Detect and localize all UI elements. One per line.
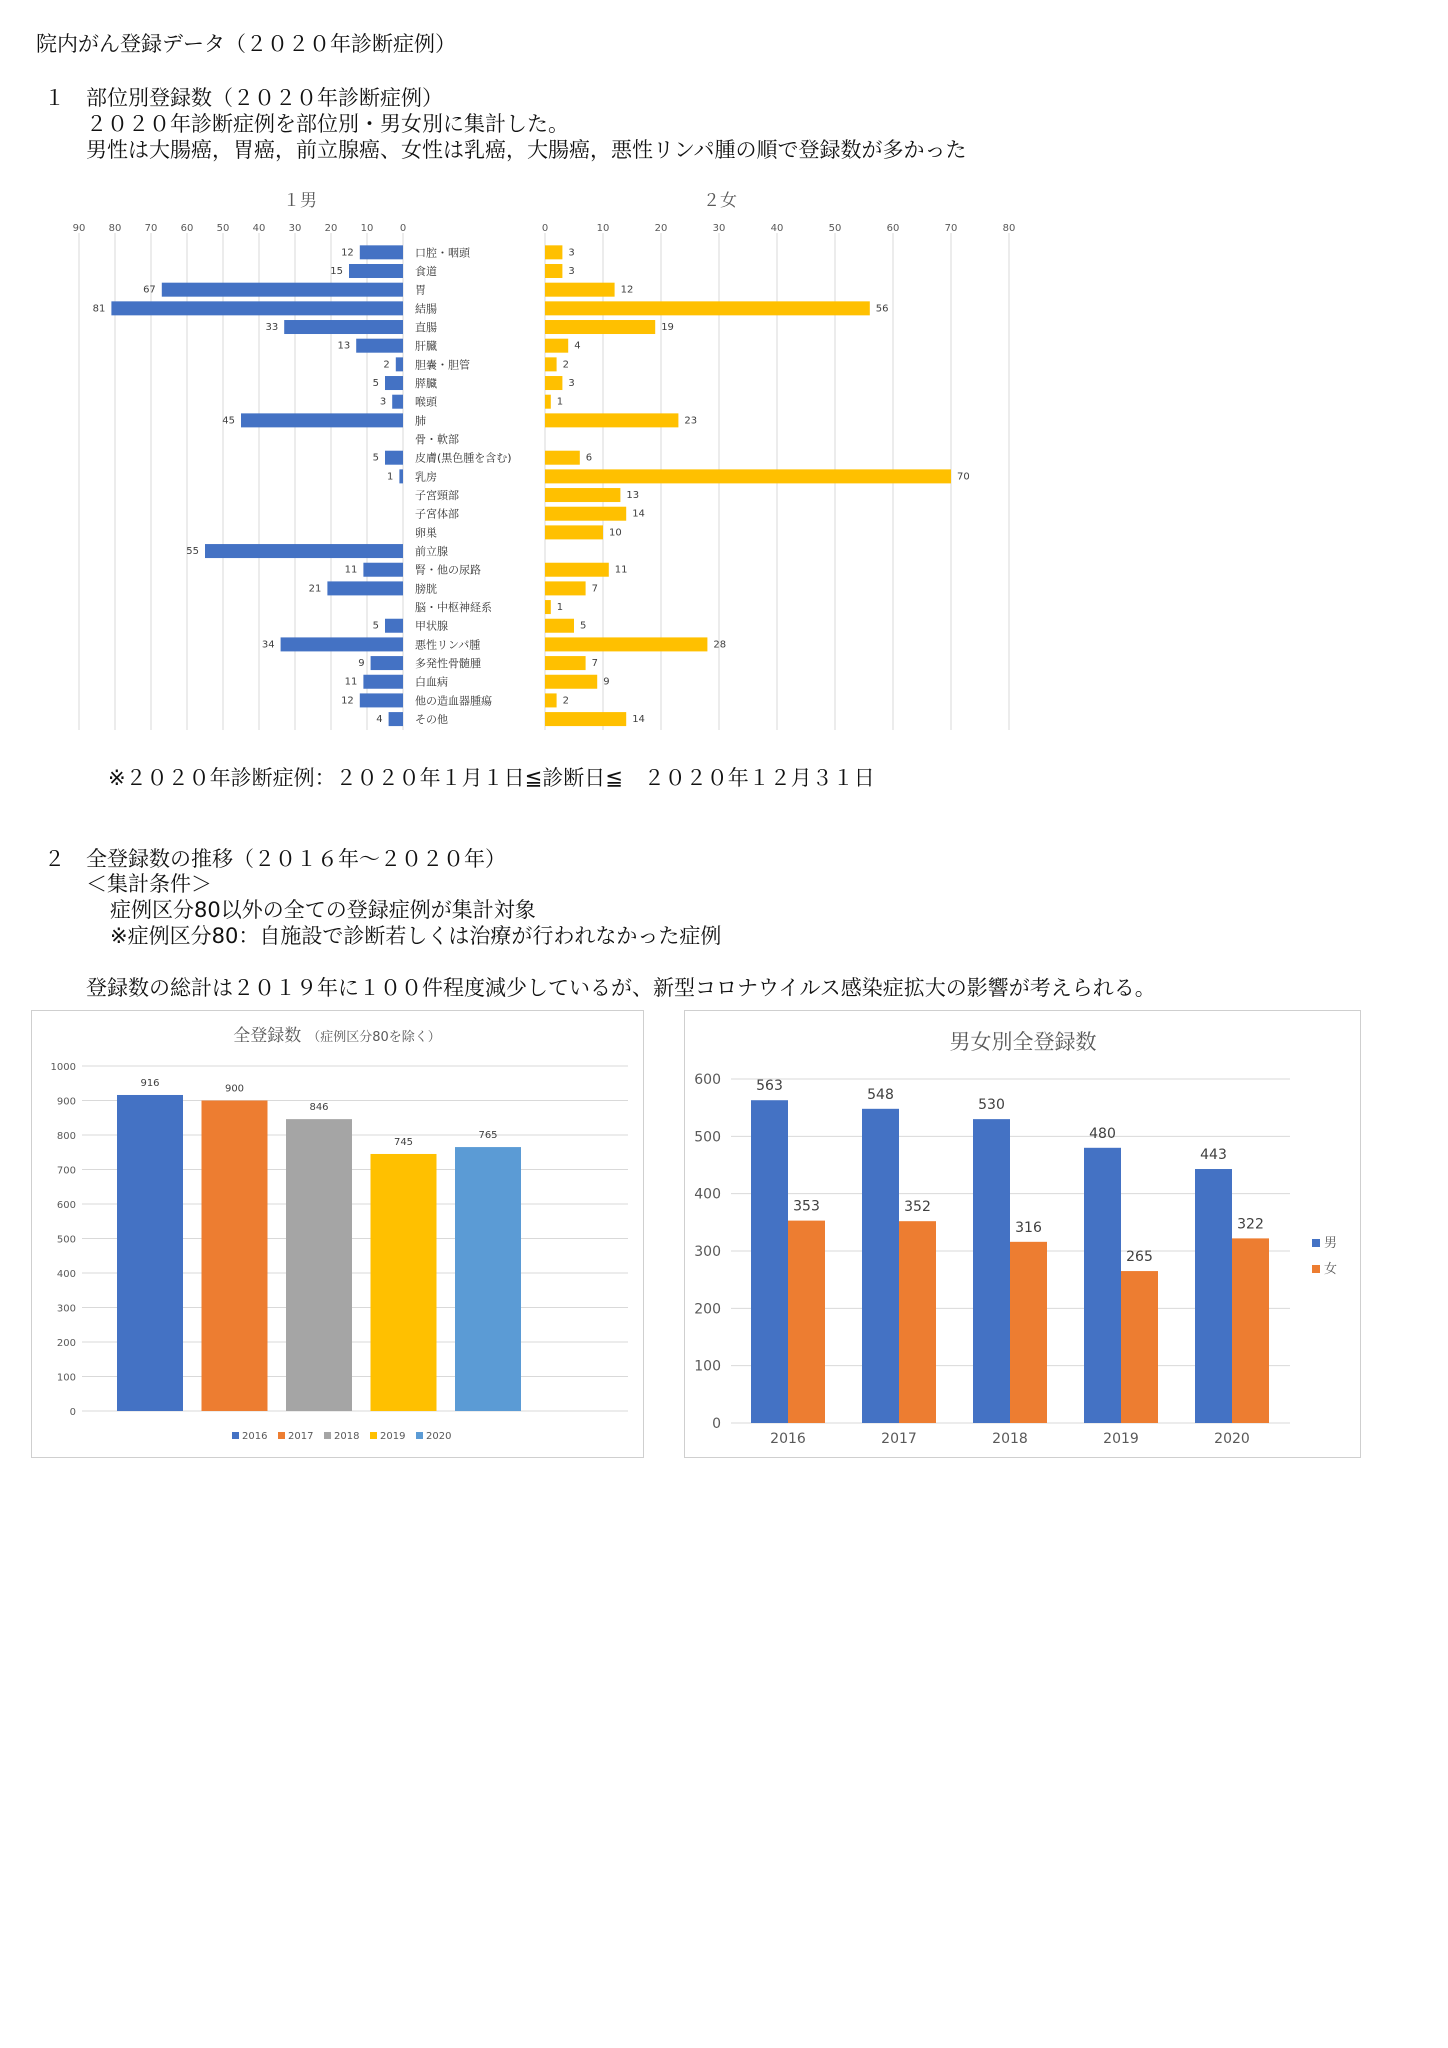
male-bar [371,656,403,670]
site-category-label: 膵臓 [415,377,437,391]
female-data-label: 1 [556,396,564,408]
conditions-title: ＜集計条件＞ [86,872,212,896]
female-data-label: 14 [632,508,645,520]
site-category-label: 口腔・咽頭 [415,246,470,260]
total-axis-tick: 600 [56,1200,76,1211]
male-data-label: 5 [372,452,379,464]
gender-category-label: 2017 [881,1431,917,1447]
male-bar [205,544,403,558]
male-bar [363,675,403,689]
male-bar [363,563,403,577]
document-title: 院内がん登録データ（２０２０年診断症例） [36,32,456,56]
female-data-label: 2 [562,695,569,707]
male-data-label: 9 [358,658,365,670]
male-data-label: 45 [222,415,235,427]
site-category-label: 腎・他の尿路 [415,563,481,577]
female-bar [545,413,678,427]
site-category-label: 肝臓 [415,339,437,353]
male-bar [281,637,403,651]
female-axis-tick: 40 [770,223,784,234]
total-chart-title-main: 全登録数 [233,1026,302,1046]
male-data-label: 11 [344,676,358,688]
site-category-label: 胆嚢・胆管 [415,358,470,372]
total-axis-tick: 200 [56,1338,76,1349]
total-registrations-chart [31,1010,644,1458]
female-data-label: 12 [620,284,634,296]
gender-registrations-chart [684,1010,1361,1458]
total-axis-tick: 800 [56,1131,76,1142]
site-registration-chart [0,175,1448,740]
site-category-label: 食道 [415,265,437,279]
male-bar [284,320,403,334]
female-bar [545,469,951,483]
total-data-label: 916 [140,1077,160,1089]
site-category-label: 子宮体部 [415,507,459,521]
gender-data-label: 563 [756,1078,783,1095]
total-legend-label: 2017 [288,1431,314,1442]
female-data-label: 2 [562,359,569,371]
total-legend-label: 2018 [334,1431,360,1442]
gender-category-label: 2018 [992,1431,1028,1447]
site-category-label: 甲状腺 [415,619,448,633]
female-total-bar [1010,1242,1047,1423]
male-data-label: 55 [186,546,199,558]
total-bar [371,1154,437,1411]
total-bar [286,1119,352,1411]
male-total-bar [862,1109,899,1423]
gender-axis-tick: 100 [694,1358,721,1375]
female-data-label: 56 [875,303,889,315]
total-bar [202,1101,268,1412]
site-category-label: 肺 [415,414,426,428]
female-bar [545,581,586,595]
female-axis-tick: 80 [1002,223,1016,234]
site-category-label: その他 [415,713,448,727]
gender-data-label: 443 [1200,1147,1227,1164]
site-category-label: 卵巣 [415,526,437,540]
gender-data-label: 316 [1015,1219,1042,1236]
female-data-label: 70 [957,471,970,483]
male-bar [356,339,403,353]
female-data-label: 4 [574,340,581,352]
gender-axis-tick: 300 [694,1244,721,1260]
diagnosis-period-note: ※２０２０年診断症例：２０２０年１月１日≦診断日≦ ２０２０年１２月３１日 [108,766,875,790]
female-total-bar [788,1221,825,1423]
female-bar [545,563,609,577]
female-bar [545,675,597,689]
male-data-label: 5 [372,620,379,632]
male-bar [385,376,403,390]
female-axis-tick: 0 [541,223,549,234]
female-chart-title: ２女 [703,191,737,211]
female-bar [545,357,557,371]
male-axis-tick: 80 [108,223,122,234]
female-axis-tick: 60 [886,223,900,234]
female-data-label: 7 [591,583,598,595]
site-category-label: 悪性リンパ腫 [415,638,481,652]
male-axis-tick: 60 [180,223,194,234]
total-data-label: 846 [309,1102,329,1114]
total-chart-title [233,1026,441,1046]
male-bar [349,264,403,278]
male-data-label: 67 [143,284,156,296]
male-data-label: 11 [344,564,358,576]
female-bar [545,245,562,259]
gender-chart-title: 男女別全登録数 [949,1030,1097,1054]
male-data-label: 4 [376,714,383,726]
female-bar [545,320,655,334]
gender-legend-label: 女 [1324,1262,1338,1277]
site-category-label: 多発性骨髄腫 [415,657,481,671]
male-bar [385,619,403,633]
gender-data-label: 548 [867,1086,894,1103]
total-axis-tick: 0 [69,1407,76,1418]
male-data-label: 1 [387,471,394,483]
female-total-bar [1121,1271,1158,1423]
male-axis-tick: 90 [72,223,86,234]
male-axis-tick: 20 [324,223,338,234]
total-bar [455,1147,521,1411]
total-data-label: 745 [393,1136,414,1148]
total-legend-swatch [370,1432,377,1439]
gender-legend-label: 男 [1324,1236,1338,1251]
female-data-label: 9 [603,676,610,688]
total-legend-label: 2016 [242,1431,268,1442]
site-category-label: 膀胱 [415,582,437,596]
gender-axis-tick: 600 [694,1072,721,1088]
gender-axis-tick: 500 [694,1129,721,1146]
site-category-label: 脳・中枢神経系 [415,601,492,615]
female-data-label: 5 [580,620,587,632]
gender-data-label: 352 [904,1199,931,1216]
site-category-label: 子宮頸部 [415,489,459,503]
female-axis-tick: 50 [828,223,842,234]
female-total-bar [899,1221,936,1423]
section2-summary: 登録数の総計は２０１９年に１００件程度減少しているが、新型コロナウイルス感染症拡大の影響が考えられる。 [86,976,1156,1000]
site-category-label: 前立腺 [415,545,448,559]
female-bar [545,488,620,502]
gender-data-label: 480 [1089,1125,1116,1142]
male-data-label: 34 [261,639,275,651]
site-category-label: 白血病 [415,675,448,689]
female-bar [545,637,707,651]
site-category-label: 結腸 [415,302,437,316]
male-data-label: 2 [383,359,390,371]
female-axis-tick: 70 [944,223,958,234]
female-data-label: 6 [585,452,593,464]
male-total-bar [1195,1169,1232,1423]
male-data-label: 15 [330,266,343,278]
male-bar [111,301,403,315]
male-data-label: 3 [379,396,387,408]
total-axis-tick: 1000 [50,1062,76,1073]
female-data-label: 11 [614,564,628,576]
site-category-label: 骨・軟部 [415,433,459,447]
female-bar [545,283,615,297]
male-bar [396,357,403,371]
male-axis-tick: 30 [288,223,302,234]
female-data-label: 23 [684,415,698,427]
condition-scope: 症例区分80以外の全ての登録症例が集計対象 [110,898,536,922]
site-category-label: 乳房 [415,470,437,484]
female-data-label: 3 [568,266,575,278]
male-bar [385,451,403,465]
site-category-label: 胃 [415,283,426,297]
site-category-label: 喉頭 [415,395,437,409]
total-legend-swatch [278,1432,285,1439]
female-data-label: 7 [591,658,598,670]
male-bar [392,395,403,409]
male-bar [389,712,403,726]
total-legend-swatch [232,1432,239,1439]
site-category-label: 皮膚(黒色腫を含む) [415,451,512,465]
gender-category-label: 2020 [1214,1431,1250,1447]
gender-legend-swatch [1312,1265,1320,1273]
female-bar [545,451,580,465]
male-bar [241,413,403,427]
female-axis-tick: 10 [596,223,610,234]
male-axis-tick: 40 [252,223,266,234]
section1-description: ２０２０年診断症例を部位別・男女別に集計した。 [86,112,569,136]
female-bar [545,600,551,614]
male-bar [327,581,403,595]
gender-axis-tick: 200 [694,1301,721,1318]
female-axis-tick: 30 [712,223,726,234]
total-bar [117,1095,183,1411]
male-data-label: 21 [308,583,322,595]
female-bar [545,507,626,521]
total-data-label: 900 [224,1083,245,1095]
female-data-label: 19 [661,322,674,334]
male-total-bar [1084,1148,1121,1423]
gender-data-label: 353 [793,1198,820,1215]
male-data-label: 81 [92,303,106,315]
total-data-label: 765 [478,1130,498,1142]
gender-category-label: 2019 [1103,1431,1139,1447]
gender-axis-tick: 400 [694,1186,721,1203]
total-axis-tick: 300 [56,1303,76,1315]
male-bar [360,693,403,707]
section2-heading: ２ 全登録数の推移（２０１６年～２０２０年） [44,847,506,871]
section1-findings: 男性は大腸癌，胃癌，前立腺癌、女性は乳癌，大腸癌，悪性リンパ腫の順で登録数が多かった [86,138,967,162]
gender-axis-tick: 0 [712,1416,721,1432]
female-bar [545,693,557,707]
male-total-bar [973,1119,1010,1423]
gender-category-label: 2016 [770,1431,806,1447]
total-chart-subtitle: （症例区分80を除く） [307,1030,441,1045]
male-data-label: 5 [372,378,379,390]
female-data-label: 3 [568,378,575,390]
total-axis-tick: 700 [56,1165,76,1177]
total-axis-tick: 100 [56,1372,76,1384]
site-category-label: 直腸 [415,321,437,335]
female-data-label: 13 [626,490,640,502]
male-axis-tick: 10 [360,223,374,234]
male-data-label: 12 [341,247,354,259]
female-bar [545,619,574,633]
male-bar [162,283,403,297]
female-bar [545,656,586,670]
female-data-label: 10 [609,527,622,539]
male-bar [399,469,403,483]
female-bar [545,264,562,278]
female-bar [545,712,626,726]
female-bar [545,525,603,539]
female-bar [545,395,551,409]
total-axis-tick: 900 [56,1096,76,1108]
male-bar [360,245,403,259]
section1-heading: １ 部位別登録数（２０２０年診断症例） [44,86,443,110]
total-axis-tick: 500 [56,1234,76,1246]
male-data-label: 33 [265,322,279,334]
female-bar [545,376,562,390]
male-axis-tick: 70 [144,223,158,234]
female-bar [545,301,870,315]
female-data-label: 1 [556,602,564,614]
female-axis-tick: 20 [654,223,668,234]
gender-data-label: 530 [978,1097,1005,1114]
total-legend-swatch [416,1432,423,1439]
male-total-bar [751,1100,788,1423]
male-data-label: 13 [337,340,351,352]
total-legend-label: 2019 [380,1431,406,1442]
female-data-label: 3 [568,247,575,259]
male-axis-tick: 50 [216,223,230,234]
site-category-label: 他の造血器腫瘍 [415,694,492,708]
female-data-label: 14 [632,714,645,726]
gender-legend-swatch [1312,1239,1320,1247]
male-chart-title: １男 [283,191,317,211]
total-legend-swatch [324,1432,331,1439]
gender-data-label: 265 [1126,1249,1153,1266]
female-total-bar [1232,1238,1269,1423]
male-axis-tick: 0 [399,223,407,234]
female-bar [545,339,568,353]
total-axis-tick: 400 [56,1269,76,1280]
female-data-label: 28 [713,639,727,651]
male-data-label: 12 [341,695,354,707]
gender-data-label: 322 [1237,1216,1264,1233]
total-legend-label: 2020 [426,1431,452,1442]
condition-note: ※症例区分80：自施設で診断若しくは治療が行われなかった症例 [110,924,722,948]
